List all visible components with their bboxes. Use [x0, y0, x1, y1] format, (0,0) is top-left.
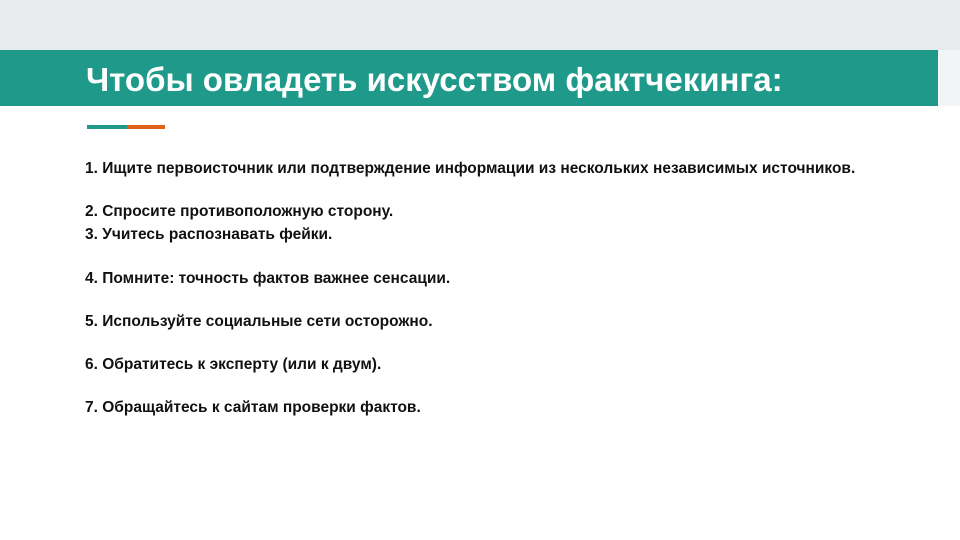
list-item: 6. Обратитесь к эксперту (или к двум). [85, 356, 382, 373]
accent-line-teal [87, 125, 127, 129]
list-item: 1. Ищите первоисточник или подтверждение информации из нескольких независимых источников. [85, 160, 856, 177]
list-item: 2. Спросите противоположную сторону. [85, 203, 394, 220]
list-item: 4. Помните: точность фактов важнее сенсации. [85, 270, 451, 287]
list-item: 5. Используйте социальные сети осторожно. [85, 313, 433, 330]
list-item: 3. Учитесь распознавать фейки. [85, 226, 333, 243]
top-background-strip [0, 0, 960, 50]
slide-body [85, 157, 915, 419]
list-item: 7. Обращайтесь к сайтам проверки фактов. [85, 399, 421, 416]
accent-line-orange [127, 125, 165, 129]
side-background-strip [938, 50, 960, 106]
slide-title: Чтобы овладеть искусством фактчекинга: [86, 61, 783, 98]
